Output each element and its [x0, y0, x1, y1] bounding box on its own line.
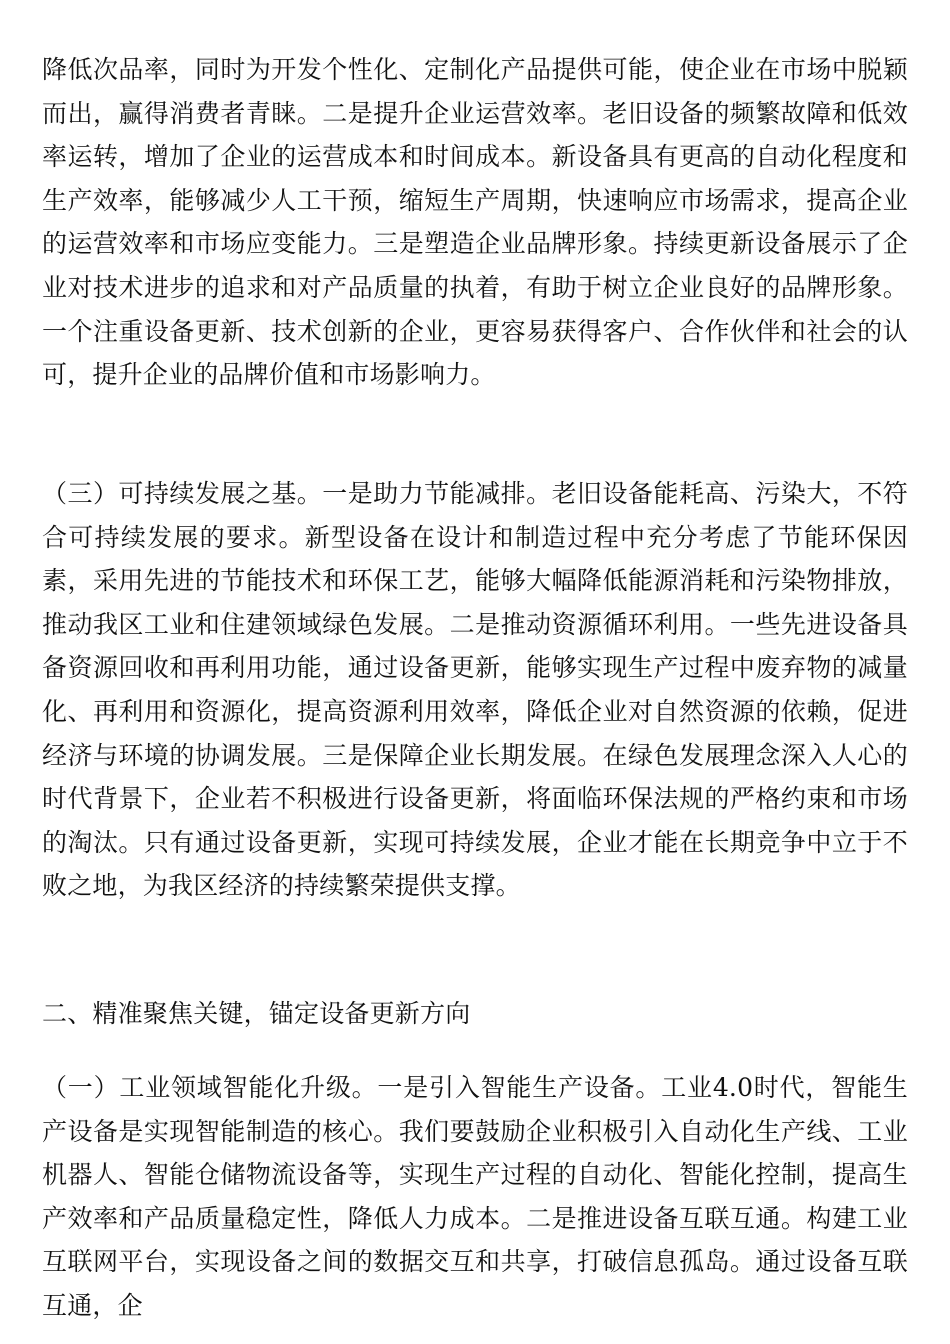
- paragraph-industrial-upgrade: （一）工业领域智能化升级。一是引入智能生产设备。工业4.0时代，智能生产设备是实现智能制造的核心。我们要鼓励企业积极引入自动化生产线、工业机器人、智能仓储物流设备等，实现生产过程的自动化、智能化控制，提高生产效率和产品质量稳定性，降低人力成本。二是推进设备互联互通。构建工业互联网平台，实现设备之间的数据交互和共享，打破信息孤岛。通过设备互联互通，企: [42, 1073, 908, 1320]
- paragraph-sustainable-development: （三）可持续发展之基。一是助力节能减排。老旧设备能耗高、污染大，不符合可持续发展的要求。新型设备在设计和制造过程中充分考虑了节能环保因素，采用先进的节能技术和环保工艺，能够大幅降低能源消耗和污染物排放，推动我区工业和住建领域绿色发展。二是推动资源循环利用。一些先进设备具备资源回收和再利用功能，通过设备更新，能够实现生产过程中废弃物的减量化、再利用和资源化，提高资源利用效率，降低企业对自然资源的依赖，促进经济与环境的协调发展。三是保障企业长期发展。在绿色发展理念深入人心的时代背景下，企业若不积极进行设备更新，将面临环保法规的严格约束和市场的淘汰。只有通过设备更新，实现可持续发展，企业才能在长期竞争中立于不败之地，为我区经济的持续繁荣提供支撑。: [42, 479, 908, 901]
- section-heading: 二、精准聚焦关键，锚定设备更新方向: [42, 999, 471, 1028]
- paragraph-brand-efficiency: 降低次品率，同时为开发个性化、定制化产品提供可能，使企业在市场中脱颖而出，赢得消费者青睐。二是提升企业运营效率。老旧设备的频繁故障和低效率运转，增加了企业的运营成本和时间成本。新设备具有更高的自动化程度和生产效率，能够减少人工干预，缩短生产周期，快速响应市场需求，提高企业的运营效率和市场应变能力。三是塑造企业品牌形象。持续更新设备展示了企业对技术进步的追求和对产品质量的执着，有助于树立企业良好的品牌形象。一个注重设备更新、技术创新的企业，更容易获得客户、合作伙伴和社会的认可，提升企业的品牌价值和市场影响力。: [42, 55, 908, 390]
